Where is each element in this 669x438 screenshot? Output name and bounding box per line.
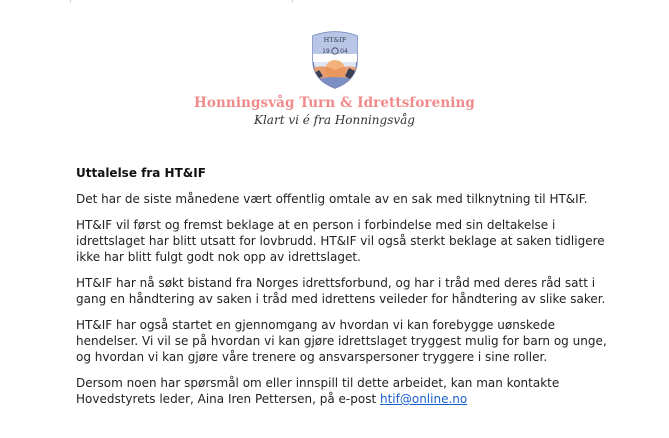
contact-paragraph — [76, 375, 636, 407]
crest-year-right: 04 — [340, 48, 348, 55]
contact-text: Dersom noen har spørsmål om eller innspill til dette arbeidet, kan man kontakte Hovedstyrets leder, Aina Iren Pettersen, på e-post — [76, 376, 560, 406]
border-tick — [70, 0, 71, 2]
statement-paragraph: HT&IF har nå søkt bistand fra Norges idrettsforbund, og har i tråd med deres råd satt i gang en håndtering av saken i tråd med idrettens veileder for håndtering av slike saker. — [76, 276, 606, 306]
border-tick — [292, 0, 293, 2]
statement — [76, 165, 636, 417]
club-motto: Klart vi é fra Honningsvåg — [254, 113, 415, 127]
crest-text: HT&IF — [323, 36, 347, 44]
crest-year-left: 19 — [322, 48, 330, 55]
club-crest-icon — [305, 30, 365, 90]
club-name: Honningsvåg Turn & Idrettsforening — [194, 95, 475, 111]
statement-paragraph: HT&IF har også startet en gjennomgang av hvordan vi kan forebygge uønskede hendelser. Vi vil se på hvordan vi kan gjøre idrettslaget tryggest mulig for barn og unge, og hvordan vi kan gjøre våre trenere og ansvarspersoner tryggere i sine roller. — [76, 318, 607, 364]
top-border — [0, 0, 669, 2]
statement-title: Uttalelse fra HT&IF — [76, 166, 206, 180]
email-link[interactable]: htif@online.no — [379, 392, 468, 406]
statement-paragraph: HT&IF vil først og fremst beklage at en person i forbindelse med sin deltakelse i idrettslaget har blitt utsatt for lovbrudd. HT&IF vil også sterkt beklage at saken tidligere ikke har blitt fulgt godt nok opp av idrettslaget. — [76, 218, 605, 264]
statement-paragraph: Det har de siste månedene vært offentlig omtale av en sak med tilknytning til HT&IF. — [76, 192, 588, 206]
